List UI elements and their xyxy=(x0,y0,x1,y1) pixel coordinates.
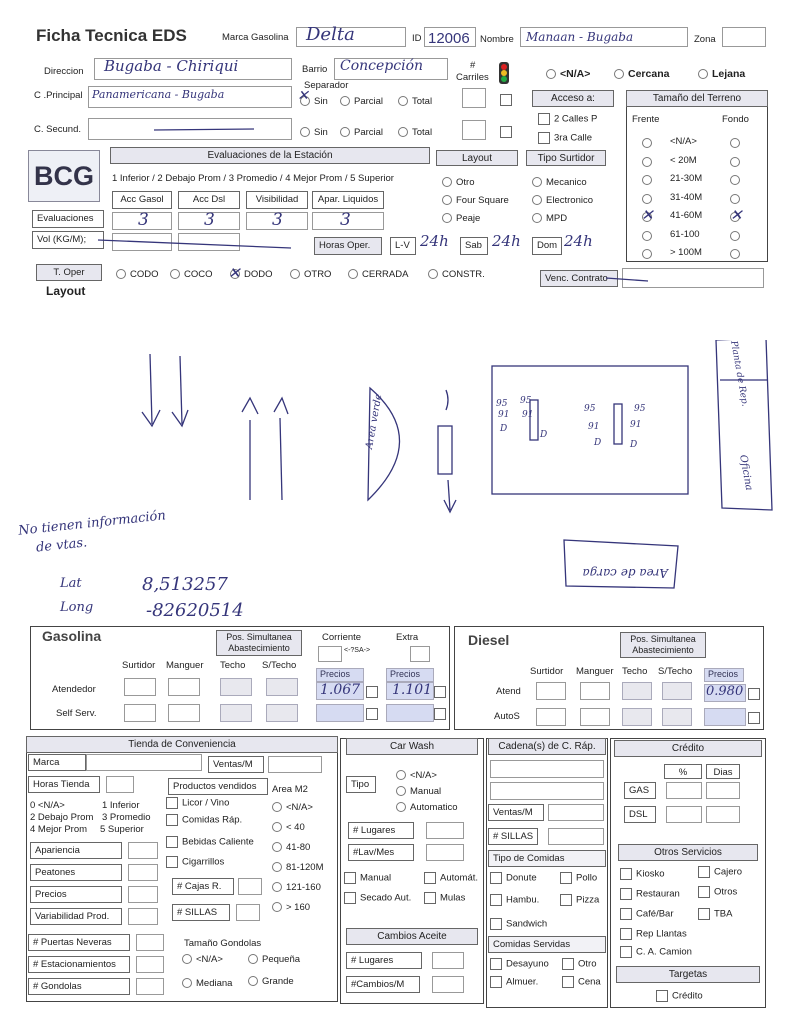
diesel-atend: Atend xyxy=(496,686,521,697)
gasolina-pos-sim: Pos. Simultanea Abastecimiento xyxy=(216,630,302,656)
direccion-label: Direccion xyxy=(44,66,84,77)
toper-label: T. Oper xyxy=(36,264,102,281)
servida-otro[interactable]: Otro xyxy=(562,958,596,970)
pump-label-d1: 95 xyxy=(634,404,646,414)
vol-scribble xyxy=(96,236,296,252)
principal-parcial[interactable]: Parcial xyxy=(340,96,383,107)
gas-self-surtidor[interactable] xyxy=(124,704,156,722)
dsl-att-techo[interactable] xyxy=(622,682,652,700)
col-visibilidad: Visibilidad xyxy=(246,191,308,209)
secund-carriles-field[interactable] xyxy=(462,120,486,140)
dsl-autos-manguer[interactable] xyxy=(580,708,610,726)
gasolina-corriente-field[interactable] xyxy=(318,646,342,662)
area-81-120[interactable]: 81-120M xyxy=(272,862,324,873)
dsl-att-check[interactable] xyxy=(748,688,764,700)
sketch-oficina: Oficina xyxy=(737,454,755,492)
cadena-sillas-label: # SILLAS xyxy=(488,828,538,845)
dsl-autos-check[interactable] xyxy=(748,712,764,724)
credito-gas-pct[interactable] xyxy=(666,782,702,799)
fondo-mark: ✕ xyxy=(730,206,743,224)
gond-pequena[interactable]: Pequeña xyxy=(248,954,300,965)
cadena-ventas-field[interactable] xyxy=(548,804,604,821)
scale-3: 3 Promedio xyxy=(102,812,151,823)
otros-header: Otros Servicios xyxy=(618,844,758,861)
carwash-tipo-label: Tipo xyxy=(346,776,376,793)
direccion-value: Bugaba - Chiriqui xyxy=(104,57,239,75)
frente-label: Frente xyxy=(632,114,660,125)
carwash-chk-mulas[interactable]: Mulas xyxy=(424,892,465,904)
bcg-logo: BCG xyxy=(28,150,100,202)
dsl-att-surtidor[interactable] xyxy=(536,682,566,700)
sketch-planta: Planta de Rep. xyxy=(728,340,750,408)
gasolina-col-stecho: S/Techo xyxy=(262,660,297,671)
pump-label-d2: 91 xyxy=(630,420,642,430)
horas-label: Horas Oper. xyxy=(314,237,382,255)
cadena-field-1[interactable] xyxy=(490,760,604,778)
scale-0: 0 <N/A> xyxy=(30,800,65,811)
id-value: 12006 xyxy=(428,30,470,47)
carwash-na[interactable]: <N/A> xyxy=(396,770,437,781)
pump-label-c3: D xyxy=(594,438,602,448)
horas-dom-label: Dom xyxy=(532,237,562,255)
gas-self-stecho[interactable] xyxy=(266,704,298,722)
eval-apariencia: Apariencia xyxy=(30,842,122,859)
dsl-autos-techo[interactable] xyxy=(622,708,652,726)
gasolina-extra-field[interactable] xyxy=(410,646,430,662)
terreno-option-label: 31-40M xyxy=(670,191,703,203)
fondo-radio[interactable] xyxy=(730,231,740,241)
cadena-ventas-label: Ventas/M xyxy=(488,804,544,821)
otros-rep-llantas[interactable]: Rep Llantas xyxy=(620,928,687,940)
toper-dodo[interactable]: DODO xyxy=(230,269,273,280)
gas-self-manguer[interactable] xyxy=(168,704,200,722)
carwash-lugares-field[interactable] xyxy=(426,822,464,839)
surtidor-header: Tipo Surtidor xyxy=(526,150,606,166)
cajas-field[interactable] xyxy=(238,878,262,895)
gasolina-sa: <-?SA-> xyxy=(344,647,371,654)
gasolina-col-manguer: Manguer xyxy=(166,660,204,671)
evaluaciones-header: Evaluaciones de la Estación xyxy=(110,147,430,164)
tienda-header: Tienda de Conveniencia xyxy=(26,736,338,753)
terreno-option-label: 41-60M xyxy=(670,210,703,221)
diesel-title: Diesel xyxy=(468,632,510,648)
credito-gas-label: GAS xyxy=(624,782,656,799)
toper-coco[interactable]: COCO xyxy=(170,269,213,280)
terreno-option-label: <N/A> xyxy=(670,136,697,147)
long-label: Long xyxy=(60,600,94,615)
comida-donute[interactable]: Donute xyxy=(490,872,537,884)
frente-mark: ✕ xyxy=(641,206,654,224)
servida-desayuno[interactable]: Desayuno xyxy=(490,958,549,970)
fondo-radio[interactable] xyxy=(730,157,740,167)
credito-dsl-dias[interactable] xyxy=(706,806,740,823)
venc-scribble xyxy=(604,272,654,286)
tienda-marca-field[interactable] xyxy=(86,754,202,771)
otros-kiosko[interactable]: Kiosko xyxy=(620,868,665,880)
horas-sab-label: Sab xyxy=(460,237,488,255)
dsl-att-stecho[interactable] xyxy=(662,682,692,700)
distancia-lejana[interactable]: Lejana xyxy=(698,68,745,80)
prod-comidas[interactable]: Comidas Ráp. xyxy=(166,814,242,826)
fondo-label: Fondo xyxy=(722,114,749,125)
toper-otro[interactable]: OTRO xyxy=(290,269,331,280)
pump-label-a1: 95 xyxy=(496,399,508,409)
diesel-precios: Precios xyxy=(704,668,744,682)
diesel-col-manguer: Manguer xyxy=(576,666,614,677)
pump-label-b1: 95 xyxy=(520,396,532,406)
principal-check[interactable] xyxy=(500,94,516,106)
evaluaciones-row-label: Evaluaciones xyxy=(32,210,104,228)
comidas-servidas-label: Comidas Servidas xyxy=(488,936,606,953)
otros-cajero[interactable]: Cajero xyxy=(698,866,742,878)
gas-att-precio-1: 1.067 xyxy=(320,682,361,698)
terreno-option-label: < 20M xyxy=(670,154,697,166)
prod-licor[interactable]: Licor / Vino xyxy=(166,797,229,809)
vol-label: Vol (KG/M); xyxy=(32,231,104,249)
lat-label: Lat xyxy=(60,576,82,591)
layout-header: Layout xyxy=(436,150,518,166)
id-label: ID xyxy=(412,33,422,44)
fondo-radio[interactable] xyxy=(730,194,740,204)
tienda-horas-field[interactable] xyxy=(106,776,134,793)
eval-variabilidad-field[interactable] xyxy=(128,908,158,925)
gas-self-precio-2[interactable] xyxy=(386,704,434,722)
secund-parcial[interactable]: Parcial xyxy=(340,127,383,138)
tam-gond-label: Tamaño Gondolas xyxy=(184,938,262,949)
servida-cena[interactable]: Cena xyxy=(562,976,601,988)
comida-sandwich[interactable]: Sandwich xyxy=(490,918,547,930)
evaluaciones-scale: 1 Inferior / 2 Debajo Prom / 3 Promedio / 4 Mejor Prom / 5 Superior xyxy=(112,173,394,184)
cadena-sillas-field[interactable] xyxy=(548,828,604,845)
gasolina-precios-2: Precios xyxy=(386,668,434,682)
gasolina-col-surtidor: Surtidor xyxy=(122,660,156,671)
aceite-cambios-label: #Cambios/M xyxy=(346,976,420,993)
frente-radio[interactable] xyxy=(642,175,652,185)
carriles-label: Carriles xyxy=(456,72,489,83)
principal-total[interactable]: Total xyxy=(398,96,432,107)
eval-acc-gasol-value: 3 xyxy=(138,210,149,230)
sketch-note-2: de vtas. xyxy=(35,535,88,556)
horas-lv-value: 24h xyxy=(420,232,449,250)
nombre-label: Nombre xyxy=(480,34,514,45)
eval-peatones-field[interactable] xyxy=(128,864,158,881)
zona-field[interactable] xyxy=(722,27,766,47)
gas-att-precio-2: 1.101 xyxy=(392,682,433,698)
dsl-att-precio: 0.980 xyxy=(706,684,744,699)
principal-label: C .Principal xyxy=(34,90,83,101)
gasolina-corriente: Corriente xyxy=(322,632,362,643)
cadena-field-2[interactable] xyxy=(490,782,604,800)
terreno-option-label: 61-100 xyxy=(670,228,700,240)
gasolina-self: Self Serv. xyxy=(56,708,97,719)
tienda-sillas-label: # SILLAS xyxy=(172,904,230,921)
area-41-80[interactable]: 41-80 xyxy=(272,842,310,853)
secund-total[interactable]: Total xyxy=(398,127,432,138)
carwash-automatico[interactable]: Automatico xyxy=(396,802,458,813)
gasolina-precios-1: Precios xyxy=(316,668,364,682)
fondo-radio[interactable] xyxy=(730,138,740,148)
frente-radio[interactable] xyxy=(642,249,652,259)
gasolina-extra: Extra xyxy=(396,632,419,643)
nombre-value: Manaan - Bugaba xyxy=(526,30,634,44)
otros-tba[interactable]: TBA xyxy=(698,908,732,920)
carwash-chk-secado[interactable]: Secado Aut. xyxy=(344,892,411,904)
comida-pollo[interactable]: Pollo xyxy=(560,872,597,884)
fondo-radio[interactable] xyxy=(730,175,740,185)
gas-self-precio-1[interactable] xyxy=(316,704,364,722)
sketch-area-verde: Area verde xyxy=(364,393,385,450)
productos-label: Productos vendidos xyxy=(168,778,268,795)
tienda-sillas-field[interactable] xyxy=(236,904,260,921)
diesel-autos: AutoS xyxy=(494,711,520,722)
gond-mediana[interactable]: Mediana xyxy=(182,978,232,989)
dsl-autos-precio[interactable] xyxy=(704,708,746,726)
prod-bebidas[interactable]: Bebidas Caliente xyxy=(166,836,254,848)
zona-label: Zona xyxy=(694,34,716,45)
dsl-autos-surtidor[interactable] xyxy=(536,708,566,726)
credito-gas-dias[interactable] xyxy=(706,782,740,799)
gas-self-check-1[interactable] xyxy=(366,708,382,720)
surtidor-mpd[interactable]: MPD xyxy=(532,213,567,224)
fondo-radio[interactable] xyxy=(730,249,740,259)
eval-precios: Precios xyxy=(30,886,122,903)
comida-pizza[interactable]: Pizza xyxy=(560,894,599,906)
tienda-ventas-field[interactable] xyxy=(268,756,322,773)
cadena-header: Cadena(s) de C. Ráp. xyxy=(488,738,606,755)
frente-radio[interactable] xyxy=(642,231,652,241)
cajas-label: # Cajas R. xyxy=(172,878,234,895)
principal-carriles-field[interactable] xyxy=(462,88,486,108)
secund-check[interactable] xyxy=(500,126,516,138)
frente-radio[interactable] xyxy=(642,194,652,204)
sketch-area-carga: Area de carga xyxy=(582,566,668,580)
pump-label-c1: 95 xyxy=(584,404,596,414)
layout-caption: Layout xyxy=(46,284,86,298)
area-40[interactable]: < 40 xyxy=(272,822,305,833)
gond-grande[interactable]: Grande xyxy=(248,976,294,987)
distancia-cercana[interactable]: Cercana xyxy=(614,68,669,80)
acceso-3ra-calle[interactable]: 3ra Calle xyxy=(538,132,592,144)
scale-2: 2 Debajo Prom xyxy=(30,812,94,823)
scale-4: 4 Mejor Prom xyxy=(30,824,88,835)
toper-codo[interactable]: CODO xyxy=(116,269,159,280)
gasolina-title: Gasolina xyxy=(42,628,102,644)
otros-cafe[interactable]: Café/Bar xyxy=(620,908,674,920)
otros-camion[interactable]: C. A. Camion xyxy=(620,946,692,958)
credito-pct-label: % xyxy=(664,764,702,779)
pump-label-a2: 91 xyxy=(498,410,510,420)
diesel-col-techo: Techo xyxy=(622,666,648,677)
otros-restauran[interactable]: Restauran xyxy=(620,888,680,900)
area-160[interactable]: > 160 xyxy=(272,902,310,913)
targetas-header: Targetas xyxy=(616,966,760,983)
site-sketch xyxy=(130,340,790,630)
credito-dsl-label: DSL xyxy=(624,806,656,823)
principal-sin[interactable]: Sin xyxy=(300,96,328,107)
tienda-ventas-label: Ventas/M xyxy=(208,756,264,773)
carriles-hash: # xyxy=(470,60,476,71)
col-acc-gasol: Acc Gasol xyxy=(112,191,172,209)
carwash-lav-field[interactable] xyxy=(426,844,464,861)
gasolina-atendedor: Atendedor xyxy=(52,684,96,695)
principal-value: Panamericana - Bugaba xyxy=(92,88,225,101)
carwash-chk-manual[interactable]: Manual xyxy=(344,872,391,884)
col-acc-dsl: Acc Dsl xyxy=(178,191,240,209)
principal-sin-mark: ✕ xyxy=(297,88,309,104)
layout-four-square[interactable]: Four Square xyxy=(442,195,509,206)
carwash-lugares-label: # Lugares xyxy=(348,822,414,839)
toper-cerrada[interactable]: CERRADA xyxy=(348,269,408,280)
carwash-chk-autom[interactable]: Automát. xyxy=(424,872,478,884)
frente-radio[interactable] xyxy=(642,157,652,167)
sketch-note-1: No tienen información xyxy=(17,508,167,539)
aceite-cambios-field[interactable] xyxy=(432,976,464,993)
pump-label-d3: D xyxy=(630,440,638,450)
layout-peaje[interactable]: Peaje xyxy=(442,213,480,224)
horas-lv-label: L-V xyxy=(390,237,416,255)
terreno-header: Tamaño del Terreno xyxy=(626,90,768,107)
marca-label: Marca Gasolina xyxy=(222,32,289,43)
gas-self-check-2[interactable] xyxy=(434,708,450,720)
acceso-2-calles[interactable]: 2 Calles P xyxy=(538,113,597,125)
separador-label: Separador xyxy=(304,80,349,91)
barrio-label: Barrio xyxy=(302,64,328,75)
credito-dias-label: Dias xyxy=(706,764,740,779)
area-na[interactable]: <N/A> xyxy=(272,802,313,813)
gas-att-check-1[interactable] xyxy=(366,686,382,698)
terreno-option-label: > 100M xyxy=(670,247,702,258)
col-apar-liquidos: Apar. Liquidos xyxy=(312,191,384,209)
horas-dom-value: 24h xyxy=(564,232,593,250)
eval-apar-liquidos-value: 3 xyxy=(340,210,351,230)
secund-label: C. Secund. xyxy=(34,124,81,135)
tienda-horas-label: Horas Tienda xyxy=(28,776,100,793)
aceite-lugares-field[interactable] xyxy=(432,952,464,969)
pump-label-c2: 91 xyxy=(588,422,600,432)
area-121-160[interactable]: 121-160 xyxy=(272,882,321,893)
marca-value: Delta xyxy=(306,24,355,45)
carwash-manual[interactable]: Manual xyxy=(396,786,441,797)
terreno-option-label: 21-30M xyxy=(670,173,703,184)
carwash-header: Car Wash xyxy=(346,738,478,755)
otros-otros[interactable]: Otros xyxy=(698,886,737,898)
tipo-comidas-label: Tipo de Comidas xyxy=(488,850,606,867)
eval-visibilidad-value: 3 xyxy=(272,210,283,230)
prod-cigarrillos[interactable]: Cigarrillos xyxy=(166,856,224,868)
aceite-lugares-label: # Lugares xyxy=(346,952,422,969)
acceso-header: Acceso a: xyxy=(532,90,614,107)
aceite-header: Cambios Aceite xyxy=(346,928,478,945)
layout-otro[interactable]: Otro xyxy=(442,177,474,188)
toper-dodo-mark: ✕ xyxy=(228,264,241,282)
credito-dsl-pct[interactable] xyxy=(666,806,702,823)
eval-precios-field[interactable] xyxy=(128,886,158,903)
secund-scribble xyxy=(150,124,260,134)
lat-value: 8,513257 xyxy=(142,574,228,595)
gas-self-techo[interactable] xyxy=(220,704,252,722)
gas-att-check-2[interactable] xyxy=(434,686,450,698)
eval-acc-dsl-value: 3 xyxy=(204,210,215,230)
gas-att-surtidor[interactable] xyxy=(124,678,156,696)
frente-radio[interactable] xyxy=(642,138,652,148)
carwash-lav-label: #Lav/Mes xyxy=(348,844,414,861)
scale-5: 5 Superior xyxy=(100,824,144,835)
surtidor-electronico[interactable]: Electronico xyxy=(532,195,593,206)
targetas-credito[interactable]: Crédito xyxy=(656,990,703,1002)
puertas-label: # Puertas Neveras xyxy=(28,934,130,951)
traffic-light-icon xyxy=(494,60,514,88)
area-label: Area M2 xyxy=(272,784,308,795)
gond-na[interactable]: <N/A> xyxy=(182,954,223,965)
form-title: Ficha Tecnica EDS xyxy=(36,26,187,45)
gasolina-col-techo: Techo xyxy=(220,660,246,671)
barrio-value: Concepción xyxy=(340,58,424,74)
distancia-na[interactable]: <N/A> xyxy=(546,68,590,80)
diesel-pos-sim: Pos. Simultanea Abastecimiento xyxy=(620,632,706,658)
gas-att-techo[interactable] xyxy=(220,678,252,696)
pump-label-a3: D xyxy=(500,424,508,434)
pump-label-b2: 91 xyxy=(522,410,534,420)
gas-att-manguer[interactable] xyxy=(168,678,200,696)
scale-1: 1 Inferior xyxy=(102,800,140,811)
diesel-col-stecho: S/Techo xyxy=(658,666,693,677)
gondolas-label: # Gondolas xyxy=(28,978,130,995)
long-value: -82620514 xyxy=(146,600,244,621)
dsl-att-manguer[interactable] xyxy=(580,682,610,700)
gondolas-field[interactable] xyxy=(136,978,164,995)
puertas-field[interactable] xyxy=(136,934,164,951)
credito-header: Crédito xyxy=(614,740,762,757)
diesel-col-surtidor: Surtidor xyxy=(530,666,564,677)
dsl-autos-stecho[interactable] xyxy=(662,708,692,726)
estac-field[interactable] xyxy=(136,956,164,973)
pump-label-b3: D xyxy=(540,430,548,440)
surtidor-mecanico[interactable]: Mecanico xyxy=(532,177,587,188)
estac-label: # Estacionamientos xyxy=(28,956,130,973)
toper-constr[interactable]: CONSTR. xyxy=(428,269,485,280)
secund-sin[interactable]: Sin xyxy=(300,127,328,138)
venc-contrato-label: Venc. Contrato xyxy=(540,270,618,287)
eval-peatones: Peatones xyxy=(30,864,122,881)
servida-almuer[interactable]: Almuer. xyxy=(490,976,538,988)
gas-att-stecho[interactable] xyxy=(266,678,298,696)
tienda-marca-label: Marca xyxy=(28,754,86,771)
eval-apariencia-field[interactable] xyxy=(128,842,158,859)
comida-hambu[interactable]: Hambu. xyxy=(490,894,539,906)
eval-variabilidad: Variabilidad Prod. xyxy=(30,908,122,925)
horas-sab-value: 24h xyxy=(492,232,521,250)
